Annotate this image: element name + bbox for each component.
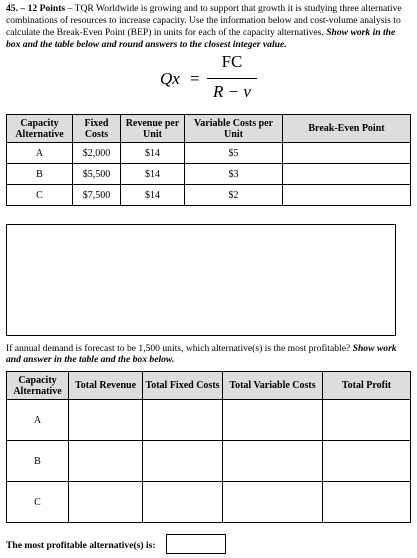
header-variable-costs-per-unit: Variable Costs per Unit (185, 115, 283, 143)
header-fixed-costs: Fixed Costs (73, 115, 121, 143)
total-variable-costs-cell[interactable] (223, 400, 323, 441)
variable-cost-cell: $3 (185, 164, 283, 185)
header-capacity-alternative: Capacity Alternative (7, 115, 73, 143)
break-even-header-row (7, 115, 411, 143)
total-revenue-cell[interactable] (69, 482, 143, 523)
total-profit-cell[interactable] (323, 400, 411, 441)
total-fixed-costs-cell[interactable] (143, 441, 223, 482)
total-variable-costs-cell[interactable] (223, 482, 323, 523)
final-answer-label: The most profitable alternative(s) is: (6, 540, 156, 551)
profit-header-row (7, 372, 411, 400)
total-variable-costs-cell[interactable] (223, 441, 323, 482)
header-total-variable-costs: Total Variable Costs (223, 372, 323, 400)
header-total-revenue: Total Revenue (69, 372, 143, 400)
table-row (7, 185, 411, 206)
question-two-instruction: Show work and answer in the table and the box below. (6, 343, 397, 365)
variable-cost-cell: $2 (185, 185, 283, 206)
question-instruction: Show work in the box and the table below and round answers to the closest integer value. (6, 27, 396, 50)
alternative-cell: C (7, 482, 69, 523)
formula-fraction-bar (207, 78, 257, 79)
break-even-answer-cell[interactable] (283, 185, 411, 206)
table-row (7, 482, 411, 523)
alternative-cell: C (7, 185, 73, 206)
formula-numerator: FC (221, 52, 243, 71)
header-capacity-alternative: Capacity Alternative (7, 372, 69, 400)
formula-lhs: Qx (160, 69, 180, 88)
table-row (7, 164, 411, 185)
header-total-profit: Total Profit (323, 372, 411, 400)
total-fixed-costs-cell[interactable] (143, 482, 223, 523)
table-row (7, 400, 411, 441)
header-revenue-per-unit: Revenue per Unit (121, 115, 185, 143)
question-two-text: If annual demand is forecast to be 1,500 units, which alternative(s) is the most profitable? (6, 343, 353, 354)
alternative-cell: B (7, 164, 73, 185)
fixed-cost-cell: $7,500 (73, 185, 121, 206)
total-profit-cell[interactable] (323, 441, 411, 482)
revenue-cell: $14 (121, 185, 185, 206)
question-intro (6, 3, 411, 51)
total-fixed-costs-cell[interactable] (143, 400, 223, 441)
header-break-even-point: Break-Even Point (283, 115, 411, 143)
break-even-formula (160, 52, 260, 108)
revenue-cell: $14 (121, 164, 185, 185)
table-row (7, 441, 411, 482)
break-even-answer-cell[interactable] (283, 164, 411, 185)
break-even-answer-cell[interactable] (283, 143, 411, 164)
alternative-cell: A (7, 143, 73, 164)
work-box[interactable] (6, 224, 396, 336)
total-profit-cell[interactable] (323, 482, 411, 523)
question-number: 45. – 12 Points (6, 3, 66, 14)
alternative-cell: B (7, 441, 69, 482)
formula-equals: = (190, 69, 200, 88)
table-row (7, 143, 411, 164)
total-revenue-cell[interactable] (69, 400, 143, 441)
alternative-cell: A (7, 400, 69, 441)
fixed-cost-cell: $2,000 (73, 143, 121, 164)
break-even-table (6, 114, 411, 206)
fixed-cost-cell: $5,500 (73, 164, 121, 185)
question-text: – TQR Worldwide is growing and to support that growth it is studying three alternative combinations of resources to increase capacity. Use the information below and cost-volume analysis to calculate the Break-Even Point (BEP) in units for each of the capacity alternatives. (6, 3, 402, 38)
formula-denominator: R − v (213, 82, 251, 101)
revenue-cell: $14 (121, 143, 185, 164)
variable-cost-cell: $5 (185, 143, 283, 164)
total-revenue-cell[interactable] (69, 441, 143, 482)
profit-table (6, 371, 411, 523)
header-total-fixed-costs: Total Fixed Costs (143, 372, 223, 400)
question-two (6, 343, 411, 365)
final-answer-box[interactable] (166, 534, 226, 554)
